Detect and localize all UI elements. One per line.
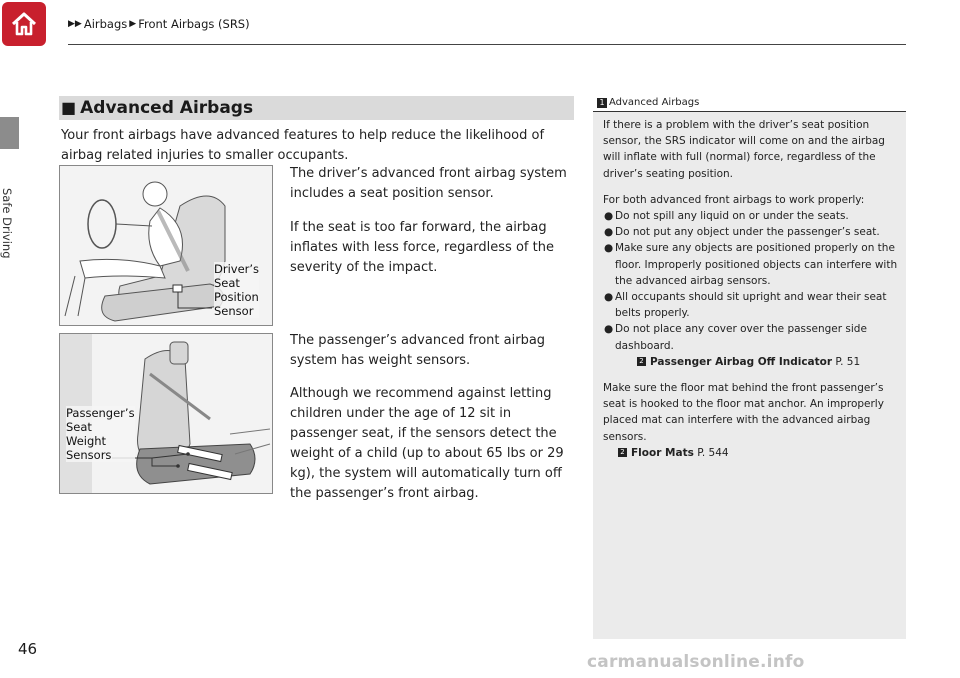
section-title: Advanced Airbags [80,98,254,118]
passenger-paragraph-1: The passenger’s advanced front airbag system has weight sensors. [290,333,546,368]
bullet-icon: ● [604,226,614,239]
bullet-icon: ● [604,291,614,304]
header-divider [68,44,906,45]
section-square-icon: ■ [61,98,77,117]
home-button[interactable] [2,2,46,46]
passenger-airbag-indicator-link[interactable]: 2 Passenger Airbag Off Indicator P. 51 [603,354,901,370]
list-item: ● All occupants should sit upright and wear their seat belts properly. [604,291,887,320]
section-heading [59,96,574,120]
sidebar-header [593,96,906,112]
watermark: carmanualsonline.info [587,652,805,672]
list-item: ● Do not spill any liquid on or under the seats. [603,208,901,224]
floor-mats-link[interactable]: 2 Floor Mats P. 544 [603,445,901,461]
sidebar-title: Advanced Airbags [609,97,700,108]
passenger-seat-illustration [59,333,273,494]
passenger-paragraph-2: Although we recommend against letting children under the age of 12 sit in passenger seat, if the sensors detect the weight of a child (up to about 65 lbs or 29 kg), the system will automatically turn off the passenger’s front airbag. [290,386,564,501]
passenger-weight-sensor-callout: Passenger’s Seat Weight Sensors [66,406,135,462]
list-item: ● Do not put any object under the passenger’s seat. [603,224,901,240]
breadcrumb-arrow-icon: ▶ [129,19,137,29]
sidebar-paragraph-1: If there is a problem with the driver’s seat position sensor, the SRS indicator will come on and the airbag will inflate with full (normal) force, regardless of the driver’s seating position. [603,119,885,180]
side-tab-label[interactable]: Safe Driving [0,188,14,259]
driver-paragraph-2: If the seat is too far forward, the airbag inflates with less force, regardless of the severity of the impact. [290,220,554,275]
sidebar-paragraph-3: Make sure the floor mat behind the front passenger’s seat is hooked to the floor mat anchor. An improperly placed mat can interfere with the advanced airbag sensors. [603,382,884,443]
bullet-icon: ● [604,210,614,223]
list-item: ● Make sure any objects are positioned properly on the floor. Improperly positioned objects can interfere with the advanced airbag sensors. [604,242,898,287]
breadcrumb [68,17,250,31]
sidebar-paragraph-2: For both advanced front airbags to work properly: [603,193,865,206]
driver-paragraph-1: The driver’s advanced front airbag system includes a seat position sensor. [290,166,567,201]
breadcrumb-current: Front Airbags (SRS) [138,17,250,31]
cross-reference-icon: 2 [637,357,646,366]
driver-seat-sensor-callout: Driver’s Seat Position Sensor [214,262,260,318]
note-number-badge: 1 [597,98,607,108]
list-item: ● Do not place any cover over the passenger side dashboard. [604,323,867,352]
sidebar-note [593,96,906,639]
sidebar-body [603,117,901,461]
sidebar-bullet-list [603,208,901,354]
cross-reference-icon: 2 [618,448,627,457]
intro-paragraph: Your front airbags have advanced features to help reduce the likelihood of airbag related injuries to smaller occupants. [61,128,545,163]
home-icon [9,9,39,39]
driver-seat-illustration [59,165,273,326]
bullet-icon: ● [604,242,614,255]
breadcrumb-arrow-icon: ▶▶ [68,19,82,29]
side-tab-marker [0,117,19,149]
breadcrumb-link-airbags[interactable]: Airbags [83,17,128,31]
bullet-icon: ● [604,323,614,336]
page-number: 46 [18,640,38,658]
